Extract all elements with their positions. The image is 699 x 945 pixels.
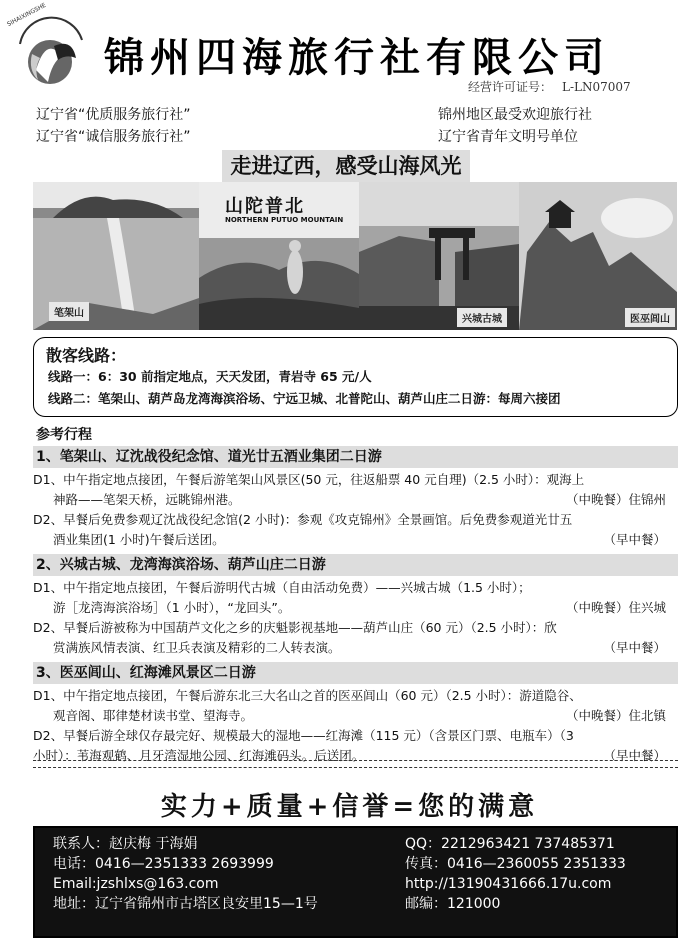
tour-meal-note: （早中餐） — [603, 748, 666, 763]
tour-line: D2、早餐后免费参观辽沈战役纪念馆(2 小时)：参观《攻克锦州》全景画馆。后免费参观道光廿五 — [33, 512, 573, 527]
route-line-1: 线路一：6：30 前指定地点，天天发团，青岩寺 65 元/人 — [48, 369, 372, 384]
tour-2 — [33, 554, 678, 658]
slogan-banner: 走进辽西，感受山海风光 — [222, 150, 470, 182]
double-divider — [33, 760, 678, 768]
contact-row — [53, 894, 658, 914]
tour-meal-note: （中晚餐）住北镇 — [565, 708, 666, 723]
tour-meal-note: （早中餐） — [603, 640, 666, 655]
logo-text: SIHAIXINGSHE — [6, 1, 48, 29]
honor-left-2: 辽宁省“诚信服务旅行社” — [36, 129, 191, 145]
tour-line: D1、中午指定地点接团，午餐后游笔架山风景区(50 元，往返船票 40 元自理)（2.5 小时）：观海上 — [33, 472, 585, 487]
routes-title: 散客线路： — [46, 346, 127, 365]
route-line-2: 线路二：笔架山、葫芦岛龙湾海滨浴场、宁远卫城、北普陀山、葫芦山庄二日游：每周六接团 — [48, 391, 561, 406]
tour-list — [33, 446, 678, 766]
tour-day-1 — [33, 470, 678, 510]
photo-strip — [33, 182, 677, 330]
tour-line: 酒业集团(1 小时)午餐后送团。 — [53, 532, 225, 547]
tour-line: 小时）：苇海观鹤、月牙湾湿地公园、红海滩码头。后送团。 — [33, 748, 365, 763]
tour-day-1 — [33, 686, 678, 726]
company-name: 锦州四海旅行社有限公司 — [104, 34, 610, 81]
routes-box — [33, 337, 678, 417]
honor-right-2: 辽宁省青年文明号单位 — [438, 129, 578, 145]
tour-line: 观音阁、耶律楚材读书堂、望海寺。 — [53, 708, 254, 723]
photo-bijia-mountain — [33, 182, 199, 330]
contact-email: Email:jzshlxs@163.com — [53, 876, 219, 892]
tour-meal-note: （中晚餐）住兴城 — [565, 600, 666, 615]
photo-yiwulu-mountain — [519, 182, 677, 330]
contact-address: 地址：辽宁省锦州市古塔区良安里15—1号 — [53, 896, 318, 912]
honor-left-1: 辽宁省“优质服务旅行社” — [36, 107, 191, 123]
photo-subtitle-putuo: NORTHERN PUTUO MOUNTAIN — [225, 216, 344, 224]
tour-title: 3、医巫闾山、红海滩风景区二日游 — [33, 662, 678, 684]
contact-row — [53, 854, 658, 874]
tour-line: D2、早餐后游全球仅存最完好、规模最大的湿地——红海滩（115 元）（含景区门票、电瓶车）（3 — [33, 728, 574, 743]
reference-itinerary-title: 参考行程 — [36, 427, 92, 443]
contact-postcode: 邮编：121000 — [405, 896, 501, 912]
contact-person: 联系人：赵庆梅 于海娟 — [53, 836, 198, 852]
contact-box — [33, 826, 678, 938]
tour-title: 1、笔架山、辽沈战役纪念馆、道光廿五酒业集团二日游 — [33, 446, 678, 468]
tour-line: 赏满族风情表演、红卫兵表演及精彩的二人转表演。 — [53, 640, 341, 655]
tour-1 — [33, 446, 678, 550]
photo-label-bijia: 笔架山 — [49, 302, 89, 321]
tour-day-1 — [33, 578, 678, 618]
contact-qq: QQ：2212963421 737485371 — [405, 836, 615, 852]
license-number — [468, 78, 631, 95]
tour-line: D2、早餐后游被称为中国葫芦文化之乡的庆魁影视基地——葫芦山庄（60 元）（2.5 小时）：欣 — [33, 620, 557, 635]
photo-title-putuo: 山陀普北 — [225, 196, 305, 217]
tour-meal-note: （中晚餐）住锦州 — [565, 492, 666, 507]
tour-day-2 — [33, 510, 678, 550]
contact-fax: 传真：0416—2360055 2351333 — [405, 856, 626, 872]
tour-day-2 — [33, 618, 678, 658]
tour-3 — [33, 662, 678, 766]
contact-phone: 电话：0416—2351333 2693999 — [53, 856, 274, 872]
tour-line: D1、中午指定地点接团，午餐后游明代古城（自由活动免费）——兴城古城（1.5 小时）； — [33, 580, 531, 595]
honor-right-1: 锦州地区最受欢迎旅行社 — [438, 107, 592, 123]
tour-line: D1、中午指定地点接团，午餐后游东北三大名山之首的医巫闾山（60 元）（2.5 小时）：游道隐谷、 — [33, 688, 582, 703]
photo-north-putuo — [199, 182, 359, 330]
license-label: 经营许可证号： — [468, 80, 553, 94]
photo-xingcheng-old-city — [359, 182, 519, 330]
photo-label-yiwulu: 医巫闾山 — [625, 308, 675, 327]
tour-line: 游［龙湾海滨浴场］（1 小时），“龙回头”。 — [53, 600, 291, 615]
motto: 实力+质量+信誉=您的满意 — [160, 792, 539, 822]
license-code: L-LN07007 — [562, 80, 631, 94]
photo-label-xingcheng: 兴城古城 — [457, 308, 507, 327]
tour-title: 2、兴城古城、龙湾海滨浴场、葫芦山庄二日游 — [33, 554, 678, 576]
honors — [0, 104, 699, 148]
contact-row — [53, 834, 658, 854]
contact-website: http://13190431666.17u.com — [405, 876, 612, 892]
tour-line: 神路——笔架天桥，远眺锦州港。 — [53, 492, 241, 507]
contact-row — [53, 874, 658, 894]
tour-meal-note: （早中餐） — [603, 532, 666, 547]
header — [0, 0, 699, 100]
